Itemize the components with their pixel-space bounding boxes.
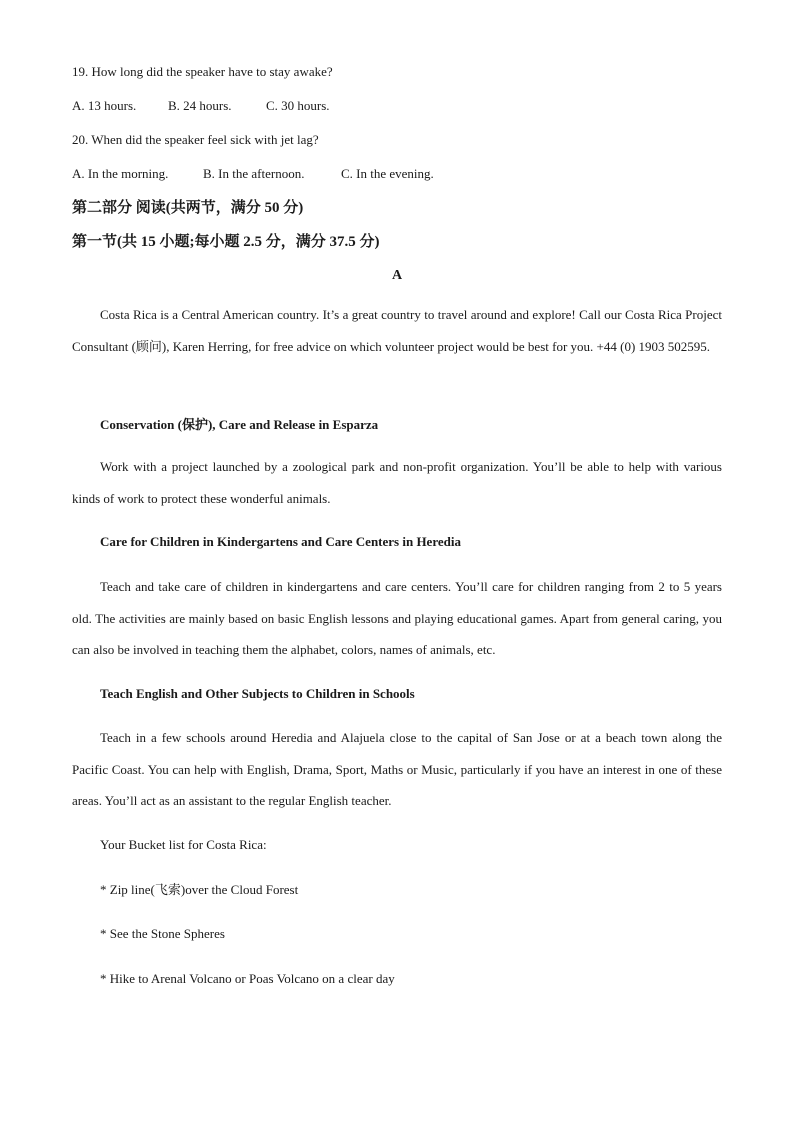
question-20-option-b: B. In the afternoon. bbox=[203, 166, 305, 181]
passage-letter: A bbox=[391, 268, 403, 283]
bucket-list-item: * See the Stone Spheres bbox=[100, 926, 225, 941]
part-heading: 第二部分 阅读(共两节，满分 50 分) bbox=[72, 200, 304, 216]
bucket-list-intro: Your Bucket list for Costa Rica: bbox=[100, 837, 267, 852]
intro-paragraph: Costa Rica is a Central American country. It’s a great country to travel around and explore! Call our Costa Rica Project Consultant (顾问), Karen Herring, for free advice on which volunteer project would be best for you. +44 (0) 1903 502595. bbox=[72, 307, 722, 354]
bucket-list-item: * Zip line(飞索)over the Cloud Forest bbox=[100, 882, 299, 897]
question-19-stem: 19. How long did the speaker have to stay awake? bbox=[72, 64, 333, 79]
project-2-body: Teach and take care of children in kindergartens and care centers. You’ll care for children ranging from 2 to 5 years old. The activities are mainly based on basic English lessons and playing educational games. Apart from general caring, you can also be involved in teaching them the alphabet, colors, names of animals, etc. bbox=[72, 579, 722, 657]
bucket-list-item: * Hike to Arenal Volcano or Poas Volcano on a clear day bbox=[100, 971, 395, 986]
project-1-title: Conservation (保护), Care and Release in Esparza bbox=[100, 417, 379, 432]
project-1-body: Work with a project launched by a zoological park and non-profit organization. You’ll be able to help with various kinds of work to protect these wonderful animals. bbox=[72, 459, 722, 506]
question-20-option-c: C. In the evening. bbox=[341, 166, 434, 181]
project-3-body: Teach in a few schools around Heredia and Alajuela close to the capital of San Jose or at a beach town along the Pacific Coast. You can help with English, Drama, Sport, Maths or Music, particularly if you have an interest in one of these areas. You’ll act as an assistant to the regular English teacher. bbox=[72, 730, 722, 808]
section-heading: 第一节(共 15 小题;每小题 2.5 分，满分 37.5 分) bbox=[72, 234, 380, 250]
project-2-title: Care for Children in Kindergartens and Care Centers in Heredia bbox=[100, 534, 461, 549]
question-19-option-b: B. 24 hours. bbox=[168, 98, 232, 113]
question-20-stem: 20. When did the speaker feel sick with jet lag? bbox=[72, 132, 319, 147]
question-20-option-a: A. In the morning. bbox=[72, 166, 169, 181]
question-20-options bbox=[72, 166, 434, 182]
question-19-option-a: A. 13 hours. bbox=[72, 98, 137, 113]
project-3-title: Teach English and Other Subjects to Children in Schools bbox=[100, 686, 415, 701]
question-19-options bbox=[72, 98, 330, 114]
question-19-option-c: C. 30 hours. bbox=[266, 98, 330, 113]
